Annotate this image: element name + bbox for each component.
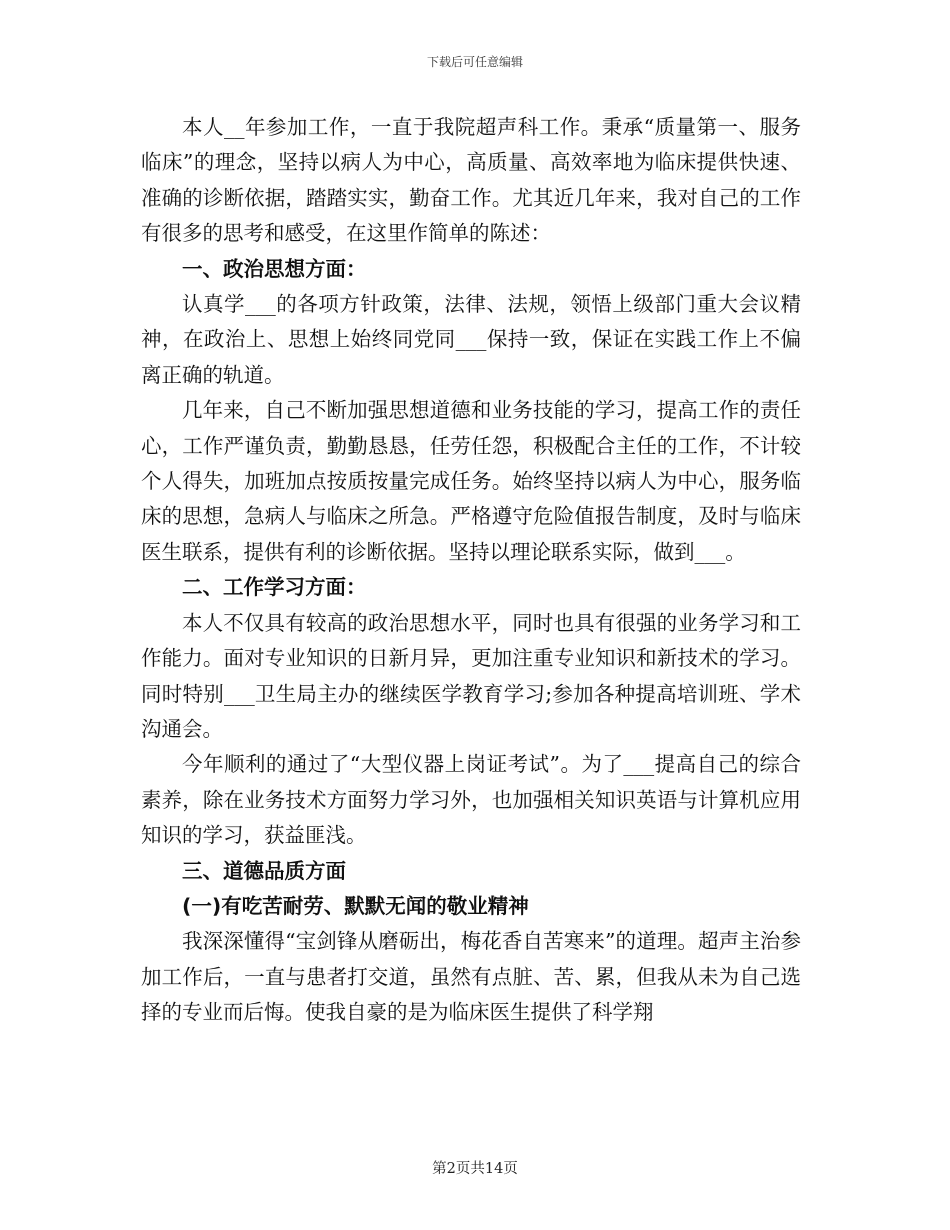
paragraph-politics-2: 几年来，自己不断加强思想道德和业务技能的学习，提高工作的责任心，工作严谨负责，勤勤恳恳，任劳任怨，积极配合主任的工作，不计较个人得失，加班加点按质按量完成任务。始终坚持以病人为中心，服务临床的思想，急病人与临床之所急。严格遵守危险值报告制度，及时与临床医生联系，提供有利的诊断依据。坚持以理论联系实际，做到___。 bbox=[141, 398, 801, 564]
section-heading-morality: 三、道德品质方面 bbox=[182, 858, 346, 883]
paragraph-intro: 本人__年参加工作，一直于我院超声科工作。秉承“质量第一、服务临床”的理念，坚持以病人为中心，高质量、高效率地为临床提供快速、准确的诊断依据，踏踏实实，勤奋工作。尤其近几年来，我对自己的工作有很多的思考和感受，在这里作简单的陈述： bbox=[141, 115, 801, 246]
document-body bbox=[141, 110, 801, 1031]
paragraph-work-study-2: 今年顺利的通过了“大型仪器上岗证考试”。为了___提高自己的综合素养，除在业务技术方面努力学习外，也加强相关知识英语与计算机应用知识的学习，获益匪浅。 bbox=[141, 752, 801, 848]
paragraph-work-study-1: 本人不仅具有较高的政治思想水平，同时也具有很强的业务学习和工作能力。面对专业知识的日新月异，更加注重专业知识和新技术的学习。同时特别___卫生局主办的继续医学教育学习;参加各种提高培训班、学术沟通会。 bbox=[141, 610, 801, 741]
section-heading-politics: 一、政治思想方面： bbox=[182, 256, 367, 281]
paragraph-politics-1: 认真学___的各项方针政策，法律、法规，领悟上级部门重大会议精神，在政治上、思想上始终同党同___保持一致，保证在实践工作上不偏离正确的轨道。 bbox=[141, 292, 801, 387]
page-footer: 第2页共14页 bbox=[432, 1161, 518, 1177]
section-heading-work-study: 二、工作学习方面： bbox=[182, 575, 367, 600]
subsection-heading-dedication: (一)有吃苦耐劳、默默无闻的敬业精神 bbox=[182, 893, 529, 918]
page-header: 下载后可任意编辑 bbox=[426, 55, 523, 69]
paragraph-dedication: 我深深懂得“宝剑锋从磨砺出，梅花香自苦寒来”的道理。超声主治参加工作后，一直与患者打交道，虽然有点脏、苦、累，但我从未为自己选择的专业而后悔。使我自豪的是为临床医生提供了科学翔 bbox=[141, 929, 801, 1025]
